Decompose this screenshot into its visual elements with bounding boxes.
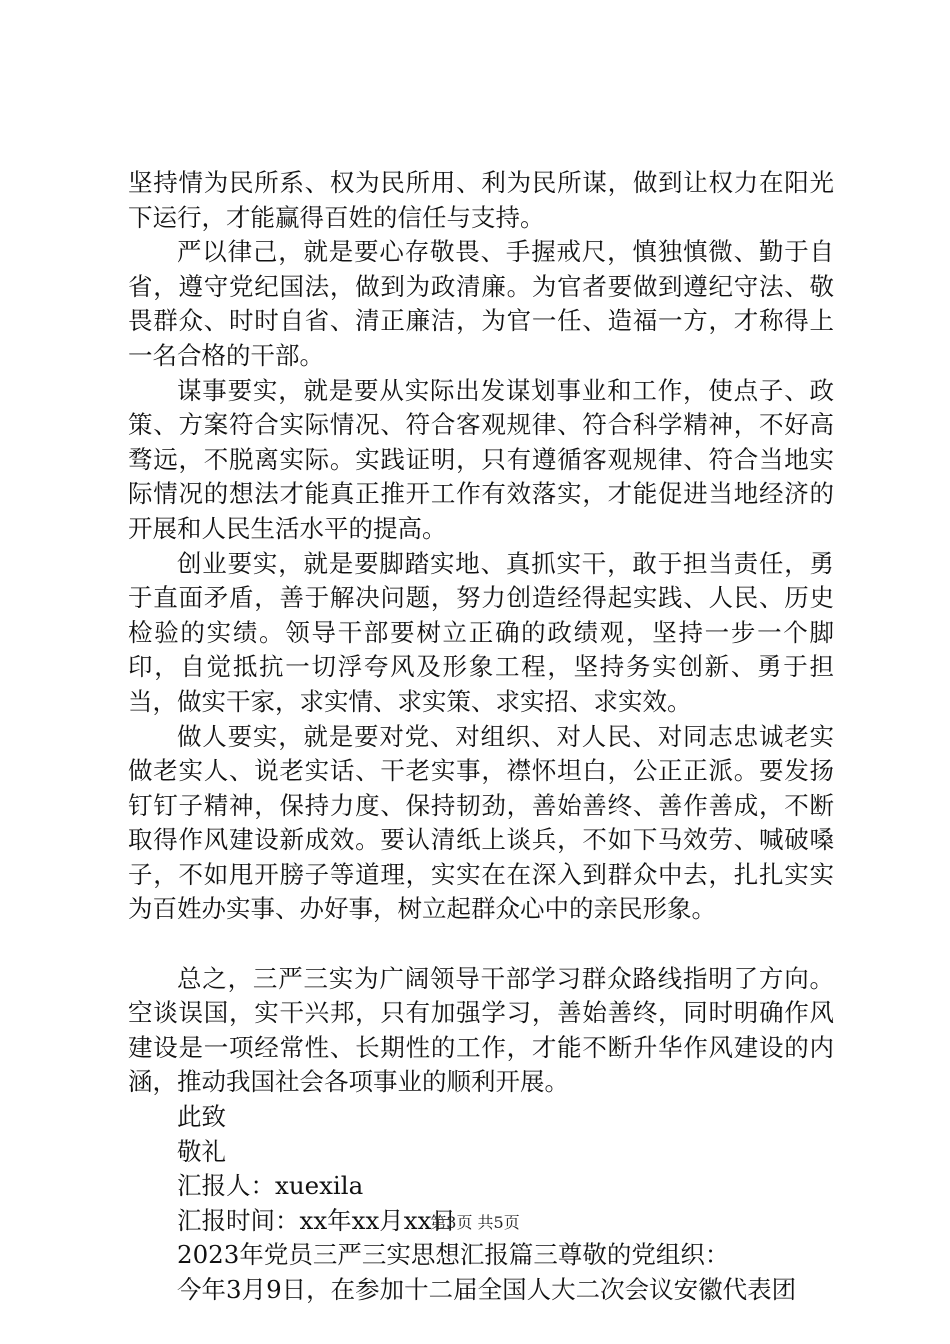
next-section-title: 2023年党员三严三实思想汇报篇三尊敬的党组织：: [177, 1240, 730, 1270]
closing-regards: 敬礼: [177, 1136, 226, 1166]
paragraph-strict-self-discipline: 严以律己，就是要心存敬畏、手握戒尺，慎独慎微、勤于自省，遵守党纪国法，做到为政清廉。为官者要做到遵纪守法、敬畏群众、时时自省、清正廉洁，为官一任、造福一方，才称得上一名合格的干部。: [128, 237, 834, 370]
next-section-first-line: 今年3月9日，在参加十二届全国人大二次会议安徽代表团: [177, 1275, 797, 1304]
page-footer: 第3页 共5页: [430, 1213, 520, 1232]
report-time-line: 汇报时间：xx年xx月xx日: [177, 1205, 456, 1235]
paragraph-practical-planning: 谋事要实，就是要从实际出发谋划事业和工作，使点子、政策、方案符合实际情况、符合客观规律、符合科学精神，不好高骛远，不脱离实际。实践证明，只有遵循客观规律、符合当地实际情况的想法才能真正推开工作有效落实，才能促进当地经济的开展和人民生活水平的提高。: [128, 375, 834, 543]
document-body: [128, 166, 834, 1308]
reporter-line: 汇报人：xuexila: [177, 1171, 364, 1201]
paragraph-practical-enterprise: 创业要实，就是要脚踏实地、真抓实干，敢于担当责任，勇于直面矛盾，善于解决问题，努力创造经得起实践、人民、历史检验的实绩。领导干部要树立正确的政绩观，坚持一步一个脚印，自觉抵抗一切浮夸风及形象工程，坚持务实创新、勇于担当，做实干家，求实情、求实策、求实招、求实效。: [128, 548, 834, 716]
paragraph-continuation: 坚持情为民所系、权为民所用、利为民所谋，做到让权力在阳光下运行，才能赢得百姓的信任与支持。: [128, 168, 834, 232]
closing-salutation: 此致: [177, 1102, 226, 1132]
paragraph-conclusion: 总之，三严三实为广阔领导干部学习群众路线指明了方向。空谈误国，实干兴邦，只有加强学习，善始善终，同时明确作风建设是一项经常性、长期性的工作，才能不断升华作风建设的内涵，推动我国社会各项事业的顺利开展。: [128, 963, 834, 1097]
paragraph-practical-conduct: 做人要实，就是要对党、对组织、对人民、对同志忠诚老实做老实人、说老实话、干老实事，襟怀坦白，公正正派。要发扬钉钉子精神，保持力度、保持韧劲，善始善终、善作善成，不断取得作风建设新成效。要认清纸上谈兵，不如下马效劳、喊破嗓子，不如甩开膀子等道理，实实在在深入到群众中去，扎扎实实为百姓办实事、办好事，树立起群众心中的亲民形象。: [128, 721, 834, 924]
paragraph-gap: [128, 927, 834, 962]
